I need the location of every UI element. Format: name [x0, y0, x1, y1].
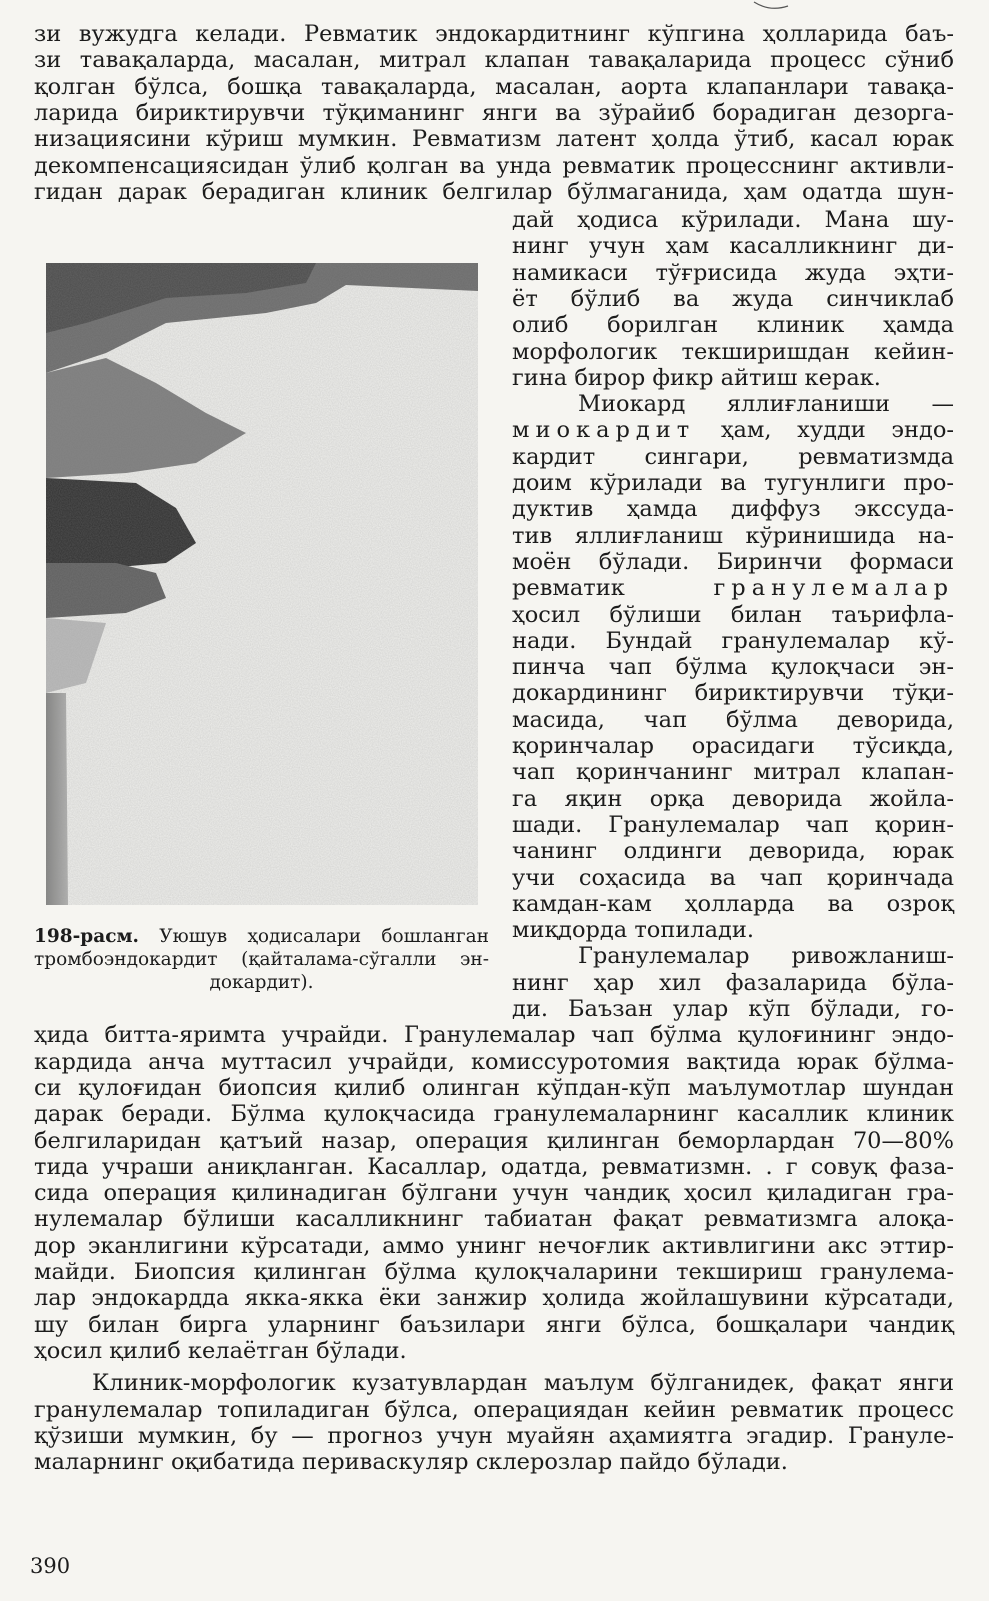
text-line: гидан дарак берадиган клиник белгилар бўлмаганида, ҳам одатда шун-: [34, 178, 954, 205]
text-line: майди. Биопсия қилинган бўлма қулоқчаларини текшириш гранулема-: [34, 1259, 954, 1285]
text-line: камдан-кам ҳолларда ва озроқ: [512, 890, 954, 917]
text-line: зи тавақаларда, масалан, митрал клапан тавақаларида процесс сўниб: [34, 47, 954, 74]
paragraph-start-line: Клиник-морфологик кузатувлардан маълум бўлганидек, фақат янги: [92, 1370, 954, 1397]
text-line: дор эканлигини кўрсатади, аммо унинг нечоғлик активлигини акс эттир-: [34, 1232, 954, 1259]
text-line: шу билан бирга уларнинг баъзилари янги бўлса, бошқалари чандиқ: [34, 1311, 954, 1338]
text-line: докардининг бириктирувчи тўқи-: [512, 680, 954, 707]
text-line: қолган бўлса, бошқа тавақаларда, масалан, аорта клапанлари тавақа-: [34, 73, 954, 100]
text-line: декомпенсациясидан ўлиб қолган ва унда ревматик процесснинг активли-: [34, 152, 954, 179]
micrograph-image: [46, 263, 478, 905]
text-line: морфологик текширишдан кейин-: [512, 338, 954, 365]
paragraph-start-line: Гранулемалар ривожланиш-: [578, 943, 954, 970]
text-line: нулемалар бўлиши касалликнинг табиатан фақат ревматизмга алоқа-: [34, 1206, 954, 1233]
text-line: чап қоринчанинг митрал клапан-: [512, 759, 954, 786]
text-line: гранулемалар топиладиган бўлса, операциядан кейин ревматик процесс: [34, 1396, 954, 1423]
text-line: нинг учун ҳам касалликнинг ди-: [512, 233, 954, 260]
figure-caption: [34, 925, 489, 994]
text-line: сида операция қилинадиган бўлгани учун чандиқ ҳосил қиладиган гра-: [34, 1180, 954, 1207]
page-number: 390: [30, 1554, 71, 1578]
text-line-emphasis: [512, 416, 954, 444]
text-line: чанинг олдинги деворида, юрак: [512, 838, 954, 865]
text-line: маларнинг оқибатида периваскуляр склерозлар пайдо бўлади.: [34, 1449, 788, 1476]
spaced-term: миокардит: [512, 417, 696, 444]
text-line: дай ҳодиса кўрилади. Мана шу-: [512, 207, 954, 233]
text-line: намикаси тўғрисида жуда эҳти-: [512, 259, 954, 286]
text-line: миқдорда топилади.: [512, 917, 755, 944]
text-line: дуктив ҳамда диффуз экссуда-: [512, 496, 954, 523]
text-line: тив яллиғланиш кўринишида на-: [512, 522, 954, 549]
text-line: тида учраши аниқланган. Касаллар, одатда, ревматизмн. . г совуқ фаза-: [34, 1153, 954, 1180]
caption-line3: докардит).: [209, 972, 314, 993]
text-segment: ревматик: [512, 575, 625, 602]
text-line: олиб борилган клиник ҳамда: [512, 312, 954, 339]
text-line: зи вужудга келади. Ревматик эндокардитнинг кўпгина ҳолларида баъ-: [34, 21, 954, 47]
caption-line1: Уюшув ҳодисалари бошланган: [139, 926, 489, 947]
text-line: дарак беради. Бўлма қулоқчасида гранулемаларнинг касаллик клиник: [34, 1101, 954, 1128]
text-line: шади. Гранулемалар чап қорин-: [512, 811, 954, 838]
text-line: қўзиши мумкин, бу — прогноз учун муайян аҳамиятга эгадир. Грануле-: [34, 1422, 954, 1449]
text-line: масида, чап бўлма деворида,: [512, 706, 954, 733]
text-segment: ҳам, худди эндо-: [695, 417, 954, 444]
text-line: белгиларидан қатъий назар, операция қилинган беморлардан 70—80%: [34, 1127, 954, 1154]
text-line: ди. Баъзан улар кўп бўлади, го-: [512, 996, 954, 1022]
figure-photo: [46, 263, 478, 905]
text-line: ҳосил қилиб келаётган бўлади.: [34, 1337, 407, 1364]
text-line: лар эндокардда якка-якка ёки занжир ҳолида жойлашувини кўрсатади,: [34, 1285, 954, 1312]
text-line: ҳосил бўлиши билан таърифла-: [512, 601, 954, 628]
text-line: кардида анча муттасил учрайди, комиссуротомия вақтида юрак бўлма-: [34, 1048, 954, 1075]
text-line: қоринчалар орасидаги тўсиқда,: [512, 733, 954, 759]
scan-mark: [752, 0, 792, 14]
text-line: ёт бўлиб ва жуда синчиклаб: [512, 285, 954, 312]
text-line: низациясини кўриш мумкин. Ревматизм латент ҳолда ўтиб, касал юрак: [34, 126, 954, 153]
caption-line2: тромбоэндокардит (қайталама-сўгалли эн-: [34, 949, 489, 970]
text-line: га яқин орқа деворида жойла-: [512, 785, 954, 812]
text-line: учи соҳасида ва чап қоринчада: [512, 864, 954, 891]
paragraph-start-line: Миокард яллиғланиши —: [578, 391, 954, 418]
spaced-term: гранулемалар: [713, 575, 954, 602]
text-line: доим кўрилади ва тугунлиги про-: [512, 470, 954, 496]
text-line: нади. Бундай гранулемалар кў-: [512, 627, 954, 654]
text-line: си қулоғидан биопсия қилиб олинган кўпдан-кўп маълумотлар шундан: [34, 1074, 954, 1101]
text-line: пинча чап бўлма қулоқчаси эн-: [512, 654, 954, 681]
text-line: гина бирор фикр айтиш керак.: [512, 364, 881, 391]
text-line: моён бўлади. Биринчи формаси: [512, 548, 954, 575]
text-line: ҳида битта-яримта учрайди. Гранулемалар чап бўлма қулоғининг эндо-: [34, 1022, 954, 1049]
text-line-emphasis: [512, 574, 954, 602]
text-line: нинг ҳар хил фазаларида бўла-: [512, 969, 954, 996]
text-line: кардит сингари, ревматизмда: [512, 443, 954, 470]
text-line: ларида бириктирувчи тўқиманинг янги ва зўрайиб борадиган дезорга-: [34, 99, 954, 126]
caption-label: 198-расм.: [34, 926, 139, 947]
